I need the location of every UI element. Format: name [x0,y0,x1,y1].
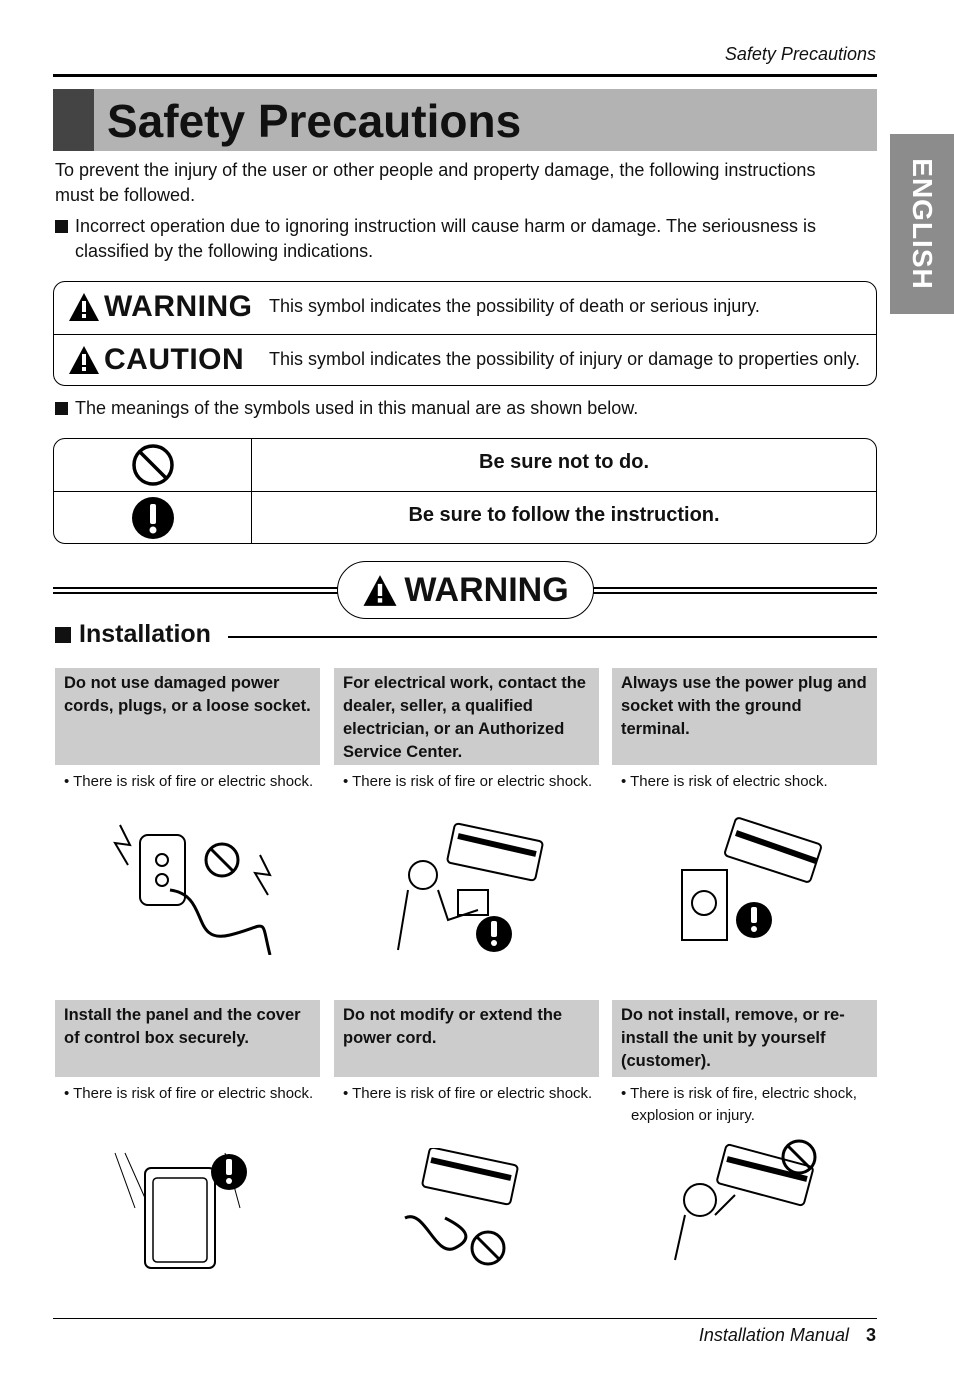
title-bar [53,89,877,151]
card-note [612,1083,877,1127]
footer-label: Installation Manual [698,1325,849,1345]
damaged-cord-illustration [100,815,290,955]
footer-rule [53,1318,877,1319]
prohibition-icon [131,443,175,487]
card-install-yourself [612,1000,877,1127]
card-note: • There is risk of electric shock. [621,773,828,790]
warning-description: This symbol indicates the possibility of death or serious injury. [269,296,760,316]
prohibition-icon [783,1141,815,1173]
language-tab-label: ENGLISH [907,158,938,290]
indication-caution [54,334,876,386]
card-title: For electrical work, contact the dealer, seller, a qualified electrician, or an Authorized Service Center. [334,668,599,765]
bullet-symbols-text: The meanings of the symbols used in this manual are as shown below. [75,398,639,418]
section-heading [55,620,219,649]
running-header: Safety Precautions [724,44,876,64]
card-electrical-work [334,668,599,793]
card-note: • There is risk of fire or electric shock. [343,773,593,790]
bullet-square [55,402,68,415]
prohibition-icon [472,1232,504,1264]
warning-word: WARNING [104,290,253,323]
prohibition-cell [54,439,252,491]
footer [699,1325,876,1346]
bullet-seriousness [55,214,855,264]
warning-banner [337,561,594,619]
card-title: Always use the power plug and socket with the ground terminal. [612,668,877,765]
card-modify-cord [334,1000,599,1105]
card-damaged-cords [55,668,320,793]
language-tab [890,134,954,314]
indications-box [53,281,877,386]
exclamation-icon [736,902,772,938]
intro-text: To prevent the injury of the user or other people and property damage, the following instructions must be followed. [55,160,816,205]
page-number: 3 [865,1325,876,1345]
header-rule [53,74,877,77]
caution-triangle-icon [68,345,100,375]
symbol-row-prohibition [54,439,876,491]
ground-terminal-illustration [670,815,830,955]
warning-triangle-icon [68,292,100,322]
prohibition-meaning: Be sure not to do. [479,451,649,473]
warning-label [68,290,253,324]
modify-cord-illustration [395,1148,545,1273]
bullet-square [55,220,68,233]
exclamation-icon [131,496,175,540]
card-title: Do not install, remove, or re-install the unit by yourself (customer). [612,1000,877,1077]
card-title: Do not modify or extend the power cord. [334,1000,599,1077]
prohibition-icon [206,844,238,876]
warning-banner-word: WARNING [404,570,569,609]
install-yourself-illustration [665,1135,825,1265]
exclamation-cell [54,492,252,544]
caution-label [68,343,244,377]
indication-warning [54,282,876,334]
page-title: Safety Precautions [107,95,522,147]
electrician-illustration [388,820,548,960]
card-title: Install the panel and the cover of control box securely. [55,1000,320,1077]
section-square [55,627,71,643]
card-note-line1: • There is risk of fire, electric shock, [621,1085,857,1102]
card-title: Do not use damaged power cords, plugs, or a loose socket. [55,668,320,765]
panel-cover-illustration [105,1148,255,1278]
section-rule [228,636,877,638]
card-note: • There is risk of fire or electric shock. [343,1085,593,1102]
symbols-box [53,438,877,544]
card-note: • There is risk of fire or electric shock. [64,773,314,790]
exclamation-icon [211,1154,247,1190]
bullet-seriousness-text: Incorrect operation due to ignoring instruction will cause harm or damage. The seriousness is classified by the following indications. [75,216,817,261]
symbol-row-exclamation [54,491,876,543]
exclamation-meaning: Be sure to follow the instruction. [408,504,720,526]
card-note-line2: explosion or injury. [631,1107,755,1124]
title-block-accent [53,89,94,151]
bullet-symbols [55,396,855,421]
warning-triangle-icon [362,574,398,607]
caution-word: CAUTION [104,343,245,376]
card-ground-terminal [612,668,877,793]
caution-description: This symbol indicates the possibility of injury or damage to properties only. [269,349,860,369]
card-note: • There is risk of fire or electric shock. [64,1085,314,1102]
card-panel-cover [55,1000,320,1105]
exclamation-icon [476,916,512,952]
section-title: Installation [79,620,211,648]
